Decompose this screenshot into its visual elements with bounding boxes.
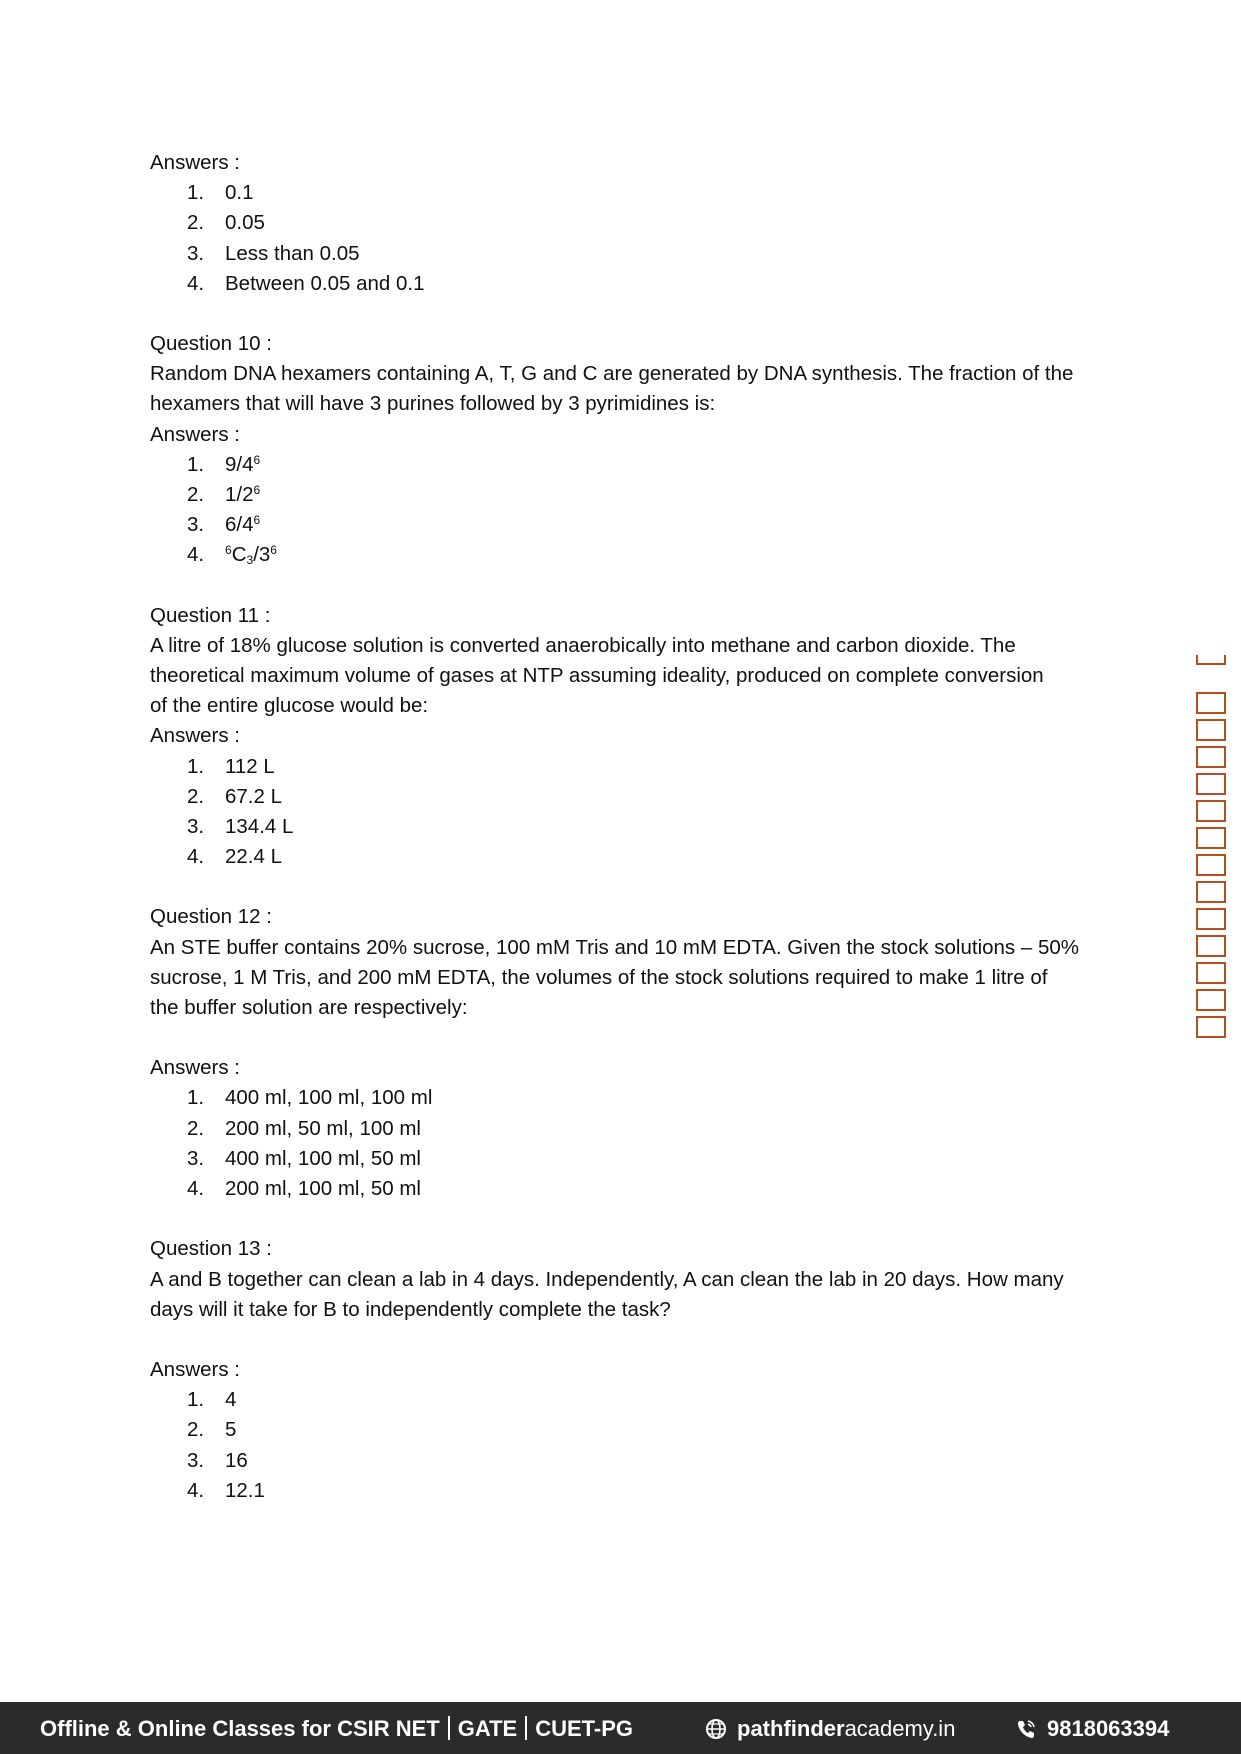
answer-option — [150, 812, 1090, 842]
option-superscript: 6 — [253, 483, 261, 498]
answer-option — [150, 510, 1090, 540]
answer-option — [150, 1083, 1090, 1113]
question-text: A litre of 18% glucose solution is converted anaerobically into methane and carbon dioxide. The — [150, 633, 1016, 657]
answer-list — [150, 752, 1090, 873]
question-text: hexamers that will have 3 purines followed by 3 pyrimidines is: — [150, 392, 716, 416]
option-number: 1. — [187, 452, 205, 476]
option-number: 3. — [187, 1448, 205, 1472]
option-number: 3. — [187, 513, 205, 537]
footer-cuet-text: CUET-PG — [535, 1716, 634, 1741]
glyph-box — [1196, 854, 1226, 876]
option-text: Less than 0.05 — [225, 241, 360, 265]
question-text: An STE buffer contains 20% sucrose, 100 mM Tris and 10 mM EDTA. Given the stock solutions – 50% — [150, 935, 1079, 959]
answer-option — [150, 1446, 1090, 1476]
option-presuperscript: 6 — [225, 543, 232, 558]
footer-classes-text: Offline & Online Classes for CSIR NET — [40, 1716, 440, 1741]
footer-divider — [525, 1716, 527, 1740]
question-text: sucrose, 1 M Tris, and 200 mM EDTA, the volumes of the stock solutions required to make 1 litre of — [150, 965, 1048, 989]
footer-site-light: academy.in — [844, 1716, 956, 1741]
option-number: 3. — [187, 1146, 205, 1170]
question-title: Question 12 : — [150, 905, 272, 929]
question-text: the buffer solution are respectively: — [150, 996, 468, 1020]
answers-label: Answers : — [150, 151, 240, 174]
option-number: 4. — [187, 1478, 205, 1502]
glyph-box — [1196, 962, 1226, 984]
option-number: 2. — [187, 1418, 205, 1442]
glyph-box — [1196, 827, 1226, 849]
glyph-box — [1196, 989, 1226, 1011]
answer-option — [150, 1114, 1090, 1144]
answer-option — [150, 208, 1090, 238]
option-text: 400 ml, 100 ml, 50 ml — [225, 1146, 421, 1170]
footer-gate-text: GATE — [457, 1716, 518, 1741]
footer-phone[interactable] — [1015, 1716, 1169, 1742]
question-title: Question 13 : — [150, 1237, 272, 1261]
answer-option — [150, 1144, 1090, 1174]
option-subscript: 3 — [246, 553, 254, 568]
option-number: 4. — [187, 543, 205, 567]
footer-banner — [0, 1702, 1241, 1754]
footer-divider — [448, 1716, 450, 1740]
question-text: of the entire glucose would be: — [150, 694, 429, 718]
option-text: Between 0.05 and 0.1 — [225, 271, 425, 295]
answers-label: Answers : — [150, 422, 240, 446]
answer-option — [150, 178, 1090, 208]
option-text: 16 — [225, 1448, 248, 1472]
option-number: 2. — [187, 1116, 205, 1140]
answers-label: Answers : — [150, 724, 240, 748]
option-text: 112 L — [225, 754, 275, 778]
answer-list — [150, 1083, 1090, 1204]
question-text: Random DNA hexamers containing A, T, G and C are generated by DNA synthesis. The fraction of the — [150, 362, 1074, 386]
option-superscript: 6 — [253, 513, 261, 528]
answer-list — [150, 178, 1090, 299]
answer-option — [150, 1476, 1090, 1506]
option-text: 200 ml, 50 ml, 100 ml — [225, 1116, 421, 1140]
answers-label: Answers : — [150, 1056, 240, 1080]
document-body — [150, 148, 1090, 1506]
option-number: 3. — [187, 815, 205, 839]
option-number: 2. — [187, 211, 205, 235]
option-text: 0.1 — [225, 181, 254, 205]
answer-list — [150, 1385, 1090, 1506]
glyph-box — [1196, 719, 1226, 741]
question-title: Question 10 : — [150, 332, 272, 356]
glyph-box — [1196, 881, 1226, 903]
option-number: 4. — [187, 845, 205, 869]
option-text: 6/4 — [225, 513, 254, 537]
option-number: 2. — [187, 483, 205, 507]
vertical-watermark-glyphs — [1196, 655, 1230, 1043]
answer-option — [150, 269, 1090, 299]
question-text: days will it take for B to independently complete the task? — [150, 1297, 671, 1321]
question-text: theoretical maximum volume of gases at NTP assuming ideality, produced on complete conversion — [150, 664, 1044, 688]
option-text: 0.05 — [225, 211, 265, 235]
question-title: Question 11 : — [150, 603, 271, 627]
option-number: 1. — [187, 1086, 205, 1110]
glyph-box — [1196, 1016, 1226, 1038]
option-text: 200 ml, 100 ml, 50 ml — [225, 1177, 421, 1201]
option-number: 1. — [187, 754, 205, 778]
option-text: C — [231, 543, 247, 567]
answer-option — [150, 1174, 1090, 1204]
option-superscript: 6 — [253, 452, 261, 467]
option-number: 3. — [187, 241, 205, 265]
option-text: 9/4 — [225, 452, 254, 476]
option-number: 4. — [187, 1177, 205, 1201]
option-text: 1/2 — [225, 483, 254, 507]
option-text: 22.4 L — [225, 845, 282, 869]
glyph-box — [1196, 655, 1226, 665]
answer-option — [150, 450, 1090, 480]
footer-classes — [40, 1716, 633, 1742]
answer-option — [150, 1415, 1090, 1445]
footer-website[interactable] — [705, 1716, 955, 1742]
footer-phone-text: 9818063394 — [1047, 1716, 1170, 1741]
option-text: 12.1 — [225, 1478, 265, 1502]
answer-option — [150, 842, 1090, 872]
answer-option — [150, 540, 1090, 570]
option-text: 134.4 L — [225, 815, 294, 839]
answer-option — [150, 480, 1090, 510]
glyph-box — [1196, 908, 1226, 930]
answer-option — [150, 1385, 1090, 1415]
option-text: 5 — [225, 1418, 237, 1442]
glyph-box — [1196, 773, 1226, 795]
option-number: 1. — [187, 181, 205, 205]
glyph-box — [1196, 800, 1226, 822]
option-text: 4 — [225, 1388, 237, 1412]
answers-label: Answers : — [150, 1357, 240, 1381]
option-number: 1. — [187, 1388, 205, 1412]
glyph-box — [1196, 692, 1226, 714]
option-superscript: 6 — [270, 543, 277, 558]
footer-site-bold: pathfinder — [737, 1716, 845, 1741]
answer-list — [150, 450, 1090, 571]
glyph-box — [1196, 935, 1226, 957]
option-text: /3 — [253, 543, 271, 567]
option-number: 4. — [187, 271, 205, 295]
glyph-box — [1196, 746, 1226, 768]
phone-icon — [1015, 1718, 1037, 1740]
globe-icon — [705, 1718, 727, 1740]
option-number: 2. — [187, 784, 205, 808]
answer-option — [150, 782, 1090, 812]
question-text: A and B together can clean a lab in 4 days. Independently, A can clean the lab in 20 days. How many — [150, 1267, 1064, 1291]
answer-option — [150, 752, 1090, 782]
option-text: 400 ml, 100 ml, 100 ml — [225, 1086, 433, 1110]
answer-option — [150, 239, 1090, 269]
option-text: 67.2 L — [225, 784, 282, 808]
